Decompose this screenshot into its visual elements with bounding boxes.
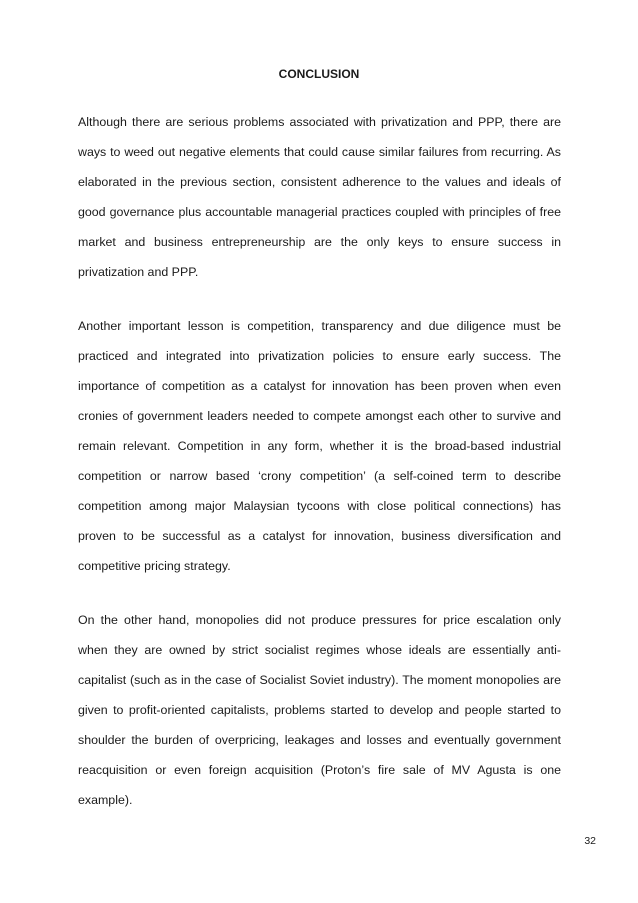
paragraph-3: On the other hand, monopolies did not produce pressures for price escalation only when they are owned by strict socialist regimes whose ideals are essentially anti-capitalist (such as in the case of Socialist Soviet industry). The moment monopolies are given to profit-oriented capitalists, problems started to develop and people started to shoulder the burden of overpricing, leakages and losses and eventually government reacquisition or even foreign acquisition (Proton’s fire sale of MV Agusta is one example). <box>78 613 561 807</box>
paragraph-2: Another important lesson is competition, transparency and due diligence must be practiced and integrated into privatization policies to ensure early success. The importance of competition as a catalyst for innovation has been proven when even cronies of government leaders needed to compete amongst each other to survive and remain relevant. Competition in any form, whether it is the broad-based industrial competition or narrow based ‘crony competition’ (a self-coined term to describe competition among major Malaysian tycoons with close political connections) has proven to be successful as a catalyst for innovation, business diversification and competitive pricing strategy. <box>78 319 561 573</box>
page-number: 32 <box>584 835 596 847</box>
section-heading: CONCLUSION <box>278 67 360 81</box>
paragraph-1: Although there are serious problems associated with privatization and PPP, there are ways to weed out negative elements that could cause similar failures from recurring. As elaborated in the previous section, consistent adherence to the values and ideals of good governance plus accountable managerial practices coupled with principles of free market and business entrepreneurship are the only keys to ensure success in privatization and PPP. <box>78 115 561 279</box>
